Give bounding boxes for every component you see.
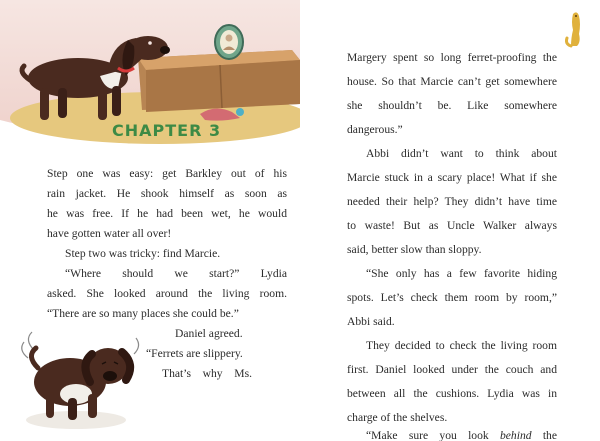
text-line: Step one was easy: get Barkley out of his [47, 167, 287, 180]
text-line: dangerous.” [347, 123, 403, 136]
text-line: have gotten water all over! [47, 227, 172, 240]
dog-shaking-illustration [14, 320, 144, 435]
text-line: Step two was tricky: find Marcie. [65, 247, 221, 260]
text-line: to waste! But as Uncle Walker always [347, 219, 557, 232]
text-fragment: the [531, 430, 557, 441]
ferret-icon [565, 10, 587, 50]
text-line: Abbi said. [347, 315, 395, 328]
text-line: charge of the shelves. [347, 411, 448, 424]
text-line: she shouldn’t be. Like somewhere [347, 99, 557, 112]
text-fragment: “Make sure you look [366, 430, 500, 441]
text-line: Abbi didn’t want to think about [366, 147, 557, 160]
text-line: said, better slow than sloppy. [347, 243, 482, 256]
text-line: Marcie stuck in a scary place! What if she [347, 171, 557, 184]
text-line: he was free. If he had been wet, he would [47, 207, 287, 220]
text-line: rain jacket. He shook himself as soon as [47, 187, 287, 200]
text-line: Daniel agreed. [175, 327, 243, 340]
cabinet [138, 50, 300, 112]
text-line: needed their help? They didn’t have time [347, 195, 557, 208]
emphasis-text: behind [499, 430, 532, 441]
toy-ball [236, 108, 244, 116]
text-line: That’s why Ms. [162, 367, 252, 380]
text-line: house. So that Marcie can’t get somewhere [347, 75, 557, 88]
text-line: asked. She looked around the living room. [47, 287, 287, 300]
text-line: between all the cushions. Lydia was in [347, 387, 557, 400]
text-line: “She only has a few favorite hiding [366, 267, 557, 280]
text-line: “Where should we start?” Lydia [65, 267, 287, 280]
text-line-last [366, 430, 557, 441]
text-line: They decided to check the living room [366, 339, 557, 352]
text-line: first. Daniel looked under the couch and [347, 363, 557, 376]
text-line: spots. Let’s check them room by room,” [347, 291, 557, 304]
text-line: “There are so many places she could be.” [47, 307, 239, 320]
text-line: Margery spent so long ferret-proofing the [347, 51, 557, 64]
text-line: “Ferrets are slippery. [146, 347, 243, 360]
chapter-title: CHAPTER 3 [112, 121, 222, 140]
picture-frame [215, 25, 243, 59]
